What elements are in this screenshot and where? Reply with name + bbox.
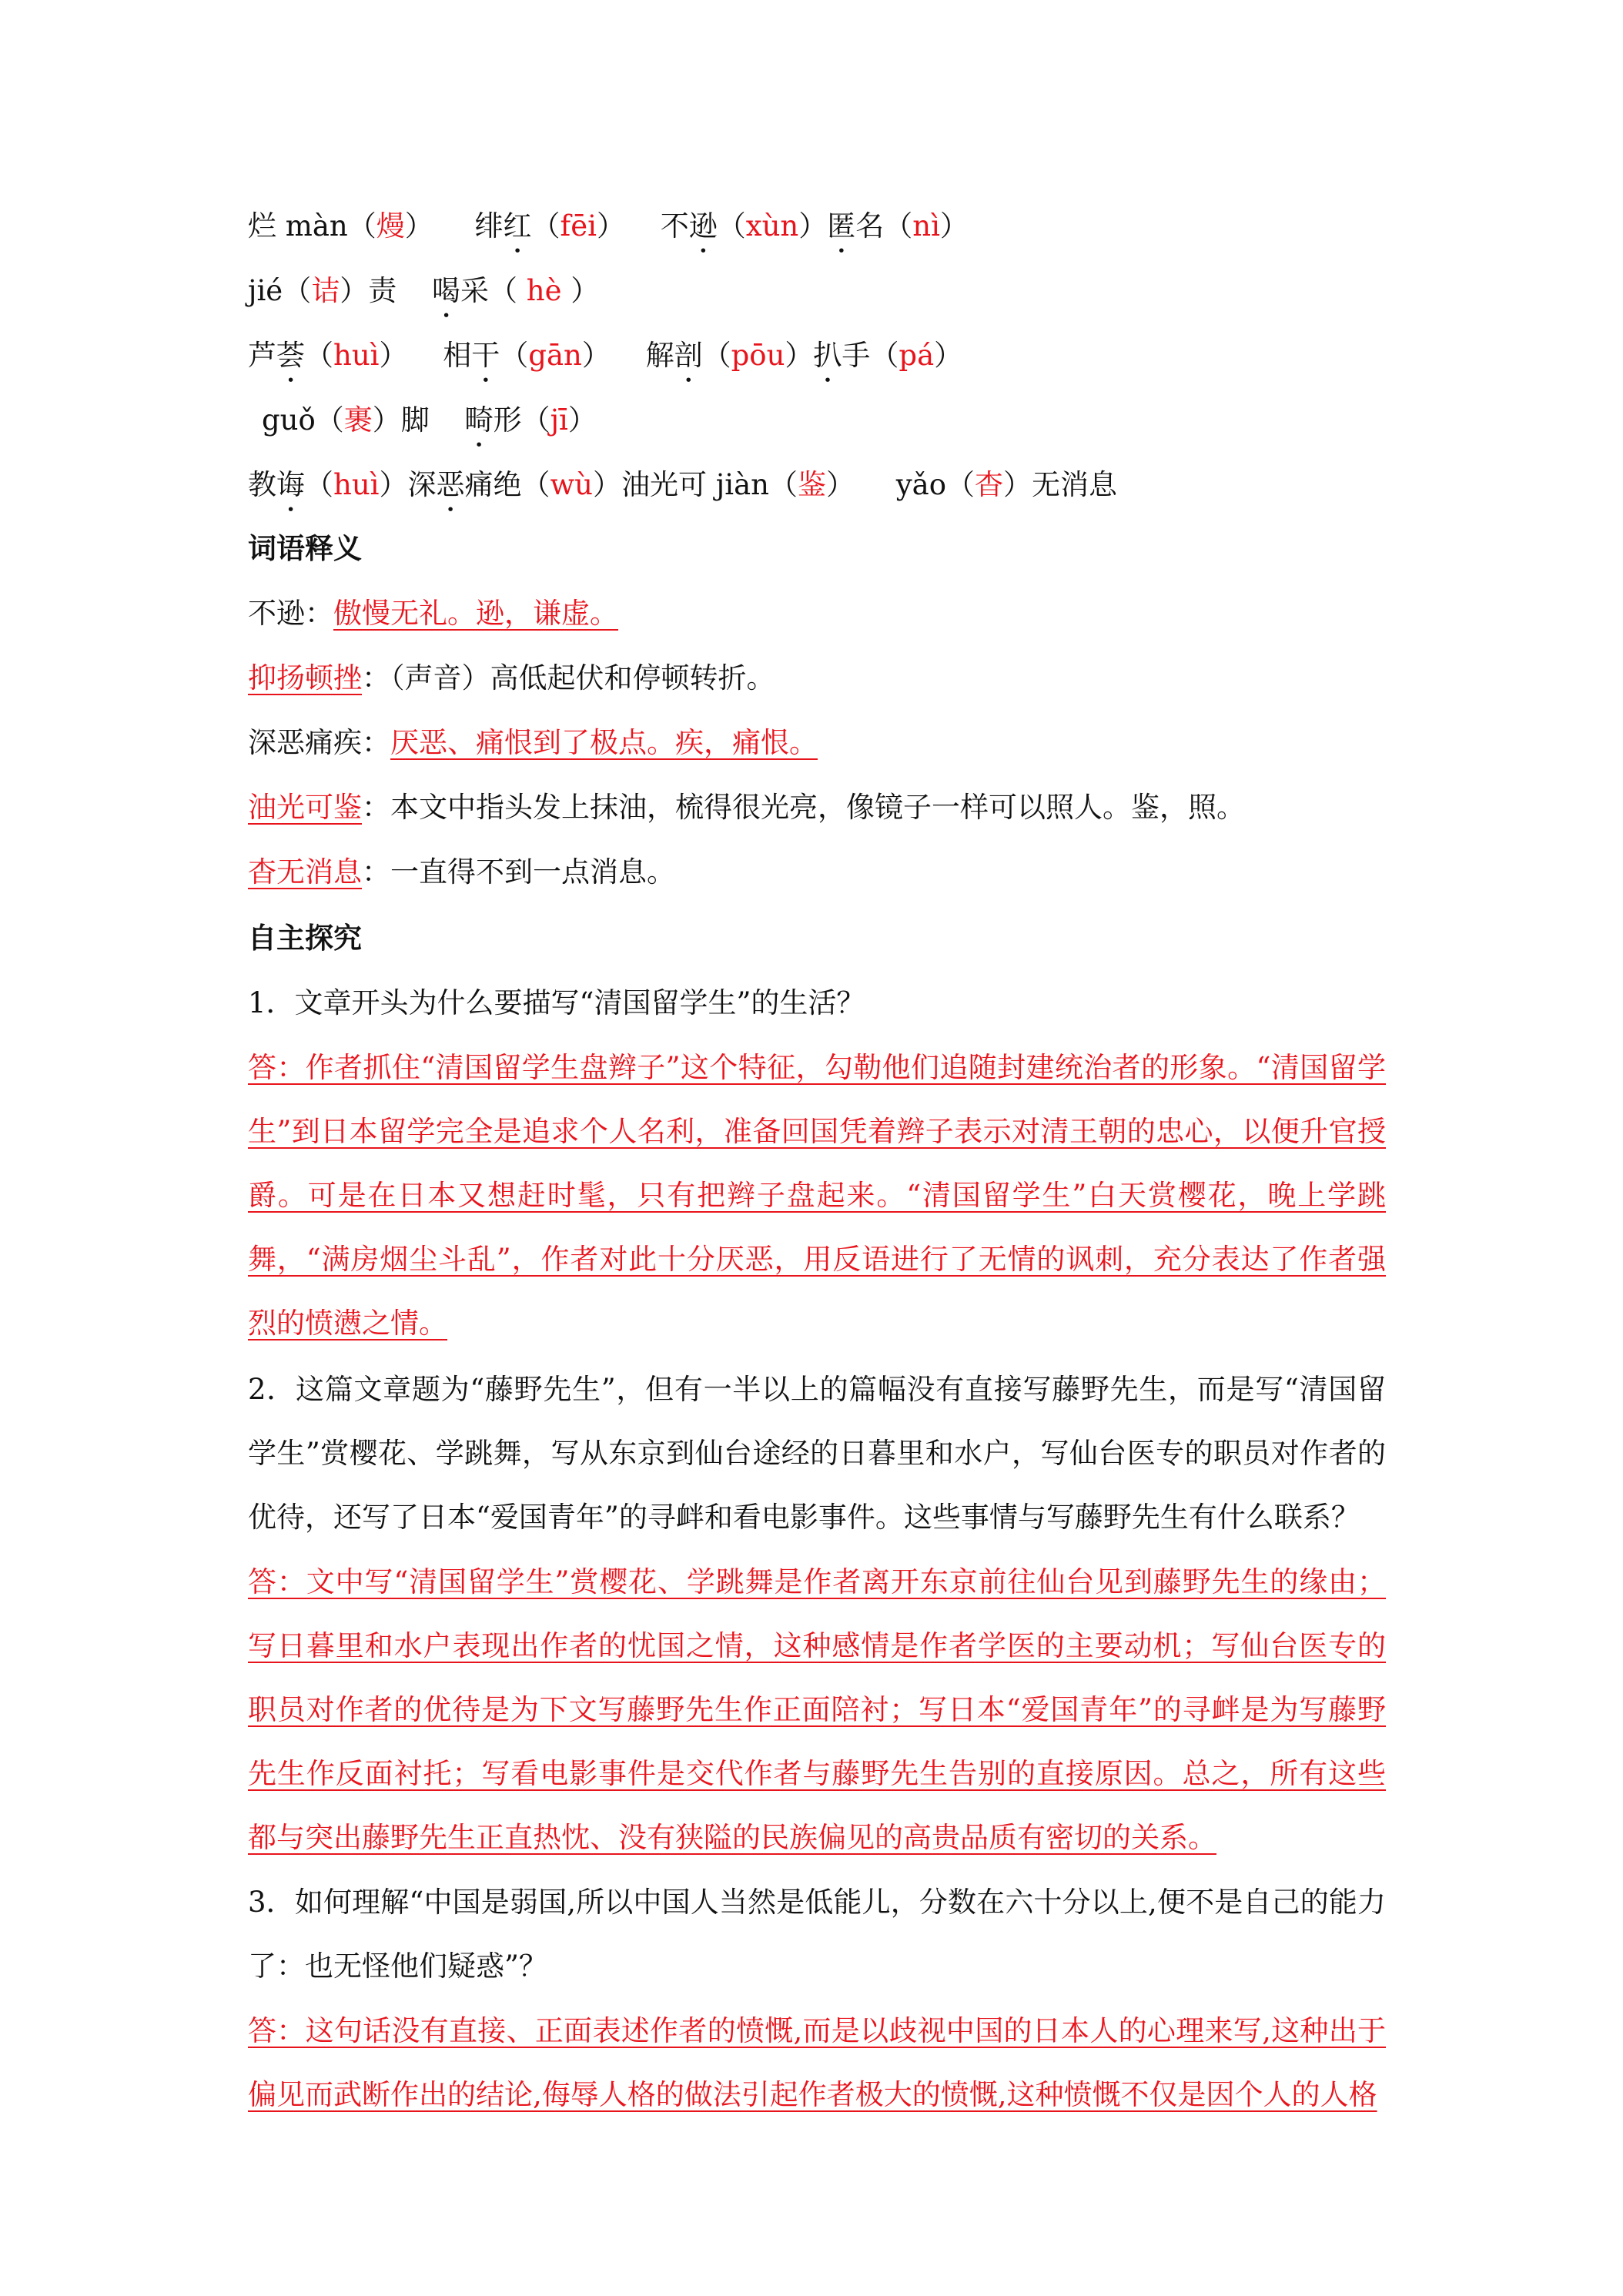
word-shenwu: 深恶痛绝（wù） (407, 468, 621, 501)
word-lanman: 烂 màn（熳） (248, 209, 433, 243)
pinyin-line-2 (248, 274, 1387, 324)
word-jiaohui: 教诲（huì） (248, 468, 408, 501)
explore-heading: 自主探究 (248, 922, 362, 955)
vocab-item-3: 深恶痛疾：厌恶、痛恨到了极点。疾，痛恨。 (248, 726, 818, 759)
vocab-item-1: 不逊：傲慢无礼。逊，谦虚。 (248, 597, 618, 630)
word-jieze: jié（诘）责 (248, 274, 397, 307)
answer-3: 答：这句话没有直接、正面表述作者的愤慨,而是以歧视中国的日本人的心理来写,这种出于偏见而武断作出的结论,侮辱人格的做法引起作者极大的愤慨,这种愤慨不仅是因个人的人格 (248, 2014, 1386, 2111)
word-buxun: 不逊（xùn） (660, 209, 828, 243)
word-jixing: 畸形（jī） (464, 403, 597, 437)
word-guojiao: guǒ（裹）脚 (262, 403, 430, 437)
word-yaowu: yǎo（杳）无消息 (895, 468, 1117, 501)
vocab-item-5: 杳无消息：一直得不到一点消息。 (248, 855, 675, 889)
word-jiepou: 解剖（pōu） (645, 339, 814, 372)
pinyin-line-5 (248, 468, 1387, 518)
answer-2: 答：文中写“清国留学生”赏樱花、学跳舞是作者离开东京前往仙台见到藤野先生的缘由；写日暮里和水户表现出作者的忧国之情，这种感情是作者学医的主要动机；写仙台医专的职员对作者的优待是为下文写藤野先生作正面陪衬；写日本“爱国青年”的寻衅是为写藤野先生作反面衬托；写看电影事件是交代作者与藤野先生告别的直接原因。总之，所有这些都与突出藤野先生正直热忱、没有狭隘的民族偏见的高贵品质有密切的关系。 (248, 1565, 1386, 1854)
vocab-heading: 词语释义 (248, 532, 362, 565)
word-pashou: 扒手（pá） (813, 339, 963, 372)
pinyin-line-1 (248, 209, 1387, 259)
question-1: 1．文章开头为什么要描写“清国留学生”的生活？ (248, 986, 865, 1019)
word-luhui: 芦荟（huì） (248, 339, 408, 372)
word-xianggan: 相干（gān） (443, 339, 611, 372)
word-youguangkejian: 油光可 jiàn（鉴） (621, 468, 855, 501)
pinyin-line-4 (262, 403, 1401, 454)
vocab-item-2: 抑扬顿挫：（声音）高低起伏和停顿转折。 (248, 661, 775, 694)
question-2: 2．这篇文章题为“藤野先生”，但有一半以上的篇幅没有直接写藤野先生，而是写“清国留学生”赏樱花、学跳舞，写从东京到仙台途经的日暮里和水户，写仙台医专的职员对作者的优待，还写了日本“爱国青年”的寻衅和看电影事件。这些事情与写藤野先生有什么联系？ (248, 1373, 1386, 1534)
answer-1: 答：作者抓住“清国留学生盘辫子”这个特征，勾勒他们追随封建统治者的形象。“清国留学生”到日本留学完全是追求个人名利，准备回国凭着辫子表示对清王朝的忠心，以便升官授爵。可是在日本又想赶时髦，只有把辫子盘起来。“清国留学生”白天赏樱花，晚上学跳舞，“满房烟尘斗乱”，作者对此十分厌恶，用反语进行了无情的讽刺，充分表达了作者强烈的愤懑之情。 (248, 1051, 1386, 1340)
pinyin-line-3 (248, 339, 1387, 389)
word-niming: 匿名（nì） (827, 209, 969, 243)
word-feihong: 绯红（fēi） (474, 209, 625, 243)
question-3: 3．如何理解“中国是弱国,所以中国人当然是低能儿，分数在六十分以上,便不是自己的能力了：也无怪他们疑惑”？ (248, 1886, 1386, 1983)
word-hecai: 喝采（ hè ） (431, 274, 600, 307)
vocab-item-4: 油光可鉴：本文中指头发上抹油，梳得很光亮，像镜子一样可以照人。鉴，照。 (248, 791, 1245, 824)
